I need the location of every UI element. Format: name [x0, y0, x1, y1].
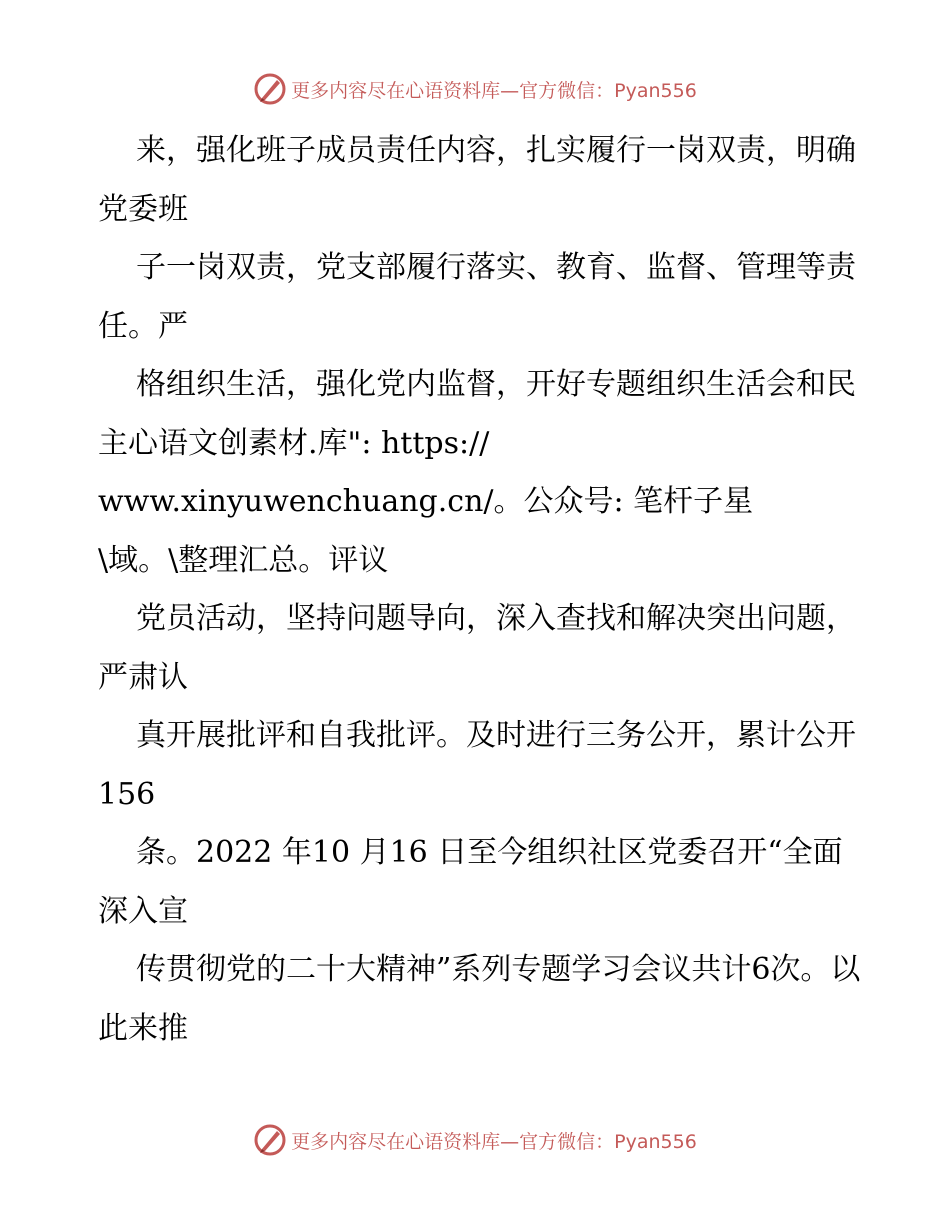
paragraph-line-1: 来，强化班子成员责任内容，扎实履行一岗双责，明确党委班: [98, 133, 856, 227]
pen-logo-icon: [253, 1123, 287, 1157]
paragraph-line-6: 条。2022 年10 月16 日至今组织社区党委召开“全面深入宣: [98, 835, 843, 929]
header-watermark-text: 更多内容尽在心语资料库—官方微信：Pyan556: [291, 79, 697, 102]
paragraph-line-4: 党员活动，坚持问题导向，深入查找和解决突出问题，严肃认: [98, 601, 856, 695]
footer-watermark-text: 更多内容尽在心语资料库—官方微信：Pyan556: [291, 1130, 697, 1153]
paragraph-line-3: 格组织生活，强化党内监督，开好专题组织生活会和民主心语文创素材.库": https:// www.xinyuwenchuang.cn/。公众号: 笔杆子星 \域。\整理汇总。评议: [98, 367, 856, 578]
paragraph-line-7: 传贯彻党的二十大精神”系列专题学习会议共计6次。以此来推: [98, 952, 861, 1046]
pen-logo-icon: [253, 72, 287, 106]
document-body: [98, 122, 868, 1058]
footer-watermark: [0, 1120, 950, 1160]
paragraph-line-5: 真开展批评和自我批评。及时进行三务公开，累计公开 156: [98, 718, 866, 812]
header-watermark: [0, 69, 950, 109]
paragraph-line-2: 子一岗双责，党支部履行落实、教育、监督、管理等责任。严: [98, 250, 856, 344]
